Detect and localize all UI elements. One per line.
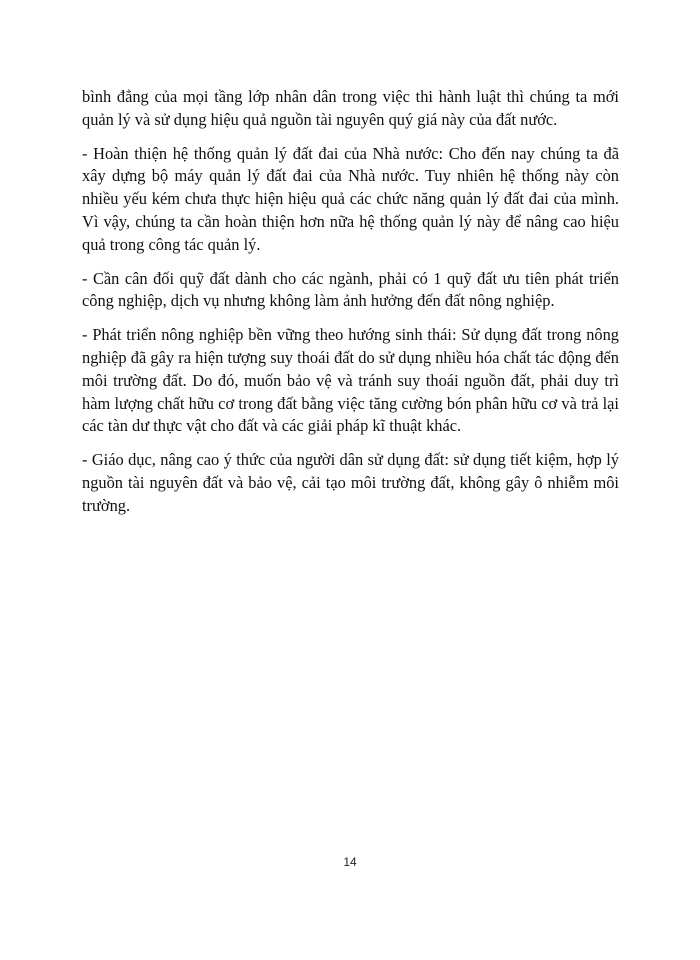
- paragraph-sustainable-agriculture: - Phát triển nông nghiệp bền vững theo hướng sinh thái: Sử dụng đất trong nông nghiệp đã gây ra hiện tượng suy thoái đất do sử dụng nhiều hóa chất tác động đến môi trường đất. Do đó, muốn bảo vệ và tránh suy thoái nguồn đất, phải duy trì hàm lượng chất hữu cơ trong đất bằng việc tăng cường bón phân hữu cơ và trả lại các tàn dư thực vật cho đất và các giải pháp kĩ thuật khác.: [82, 325, 619, 436]
- paragraph-education-awareness: - Giáo dục, nâng cao ý thức của người dân sử dụng đất: sử dụng tiết kiệm, hợp lý nguồn tài nguyên đất và bảo vệ, cải tạo môi trường đất, không gây ô nhiễm môi trường.: [82, 450, 619, 515]
- paragraph-land-management-system: - Hoàn thiện hệ thống quản lý đất đai của Nhà nước: Cho đến nay chúng ta đã xây dựng bộ máy quản lý đất đai của Nhà nước. Tuy nhiên hệ thống này còn nhiều yếu kém chưa thực hiện hiệu quả các chức năng quản lý đất đai của mình. Vì vậy, chúng ta cần hoàn thiện hơn nữa hệ thống quản lý này để nâng cao hiệu quả trong công tác quản lý.: [82, 143, 619, 254]
- document-body: [82, 86, 619, 529]
- page-number: 14: [343, 855, 357, 869]
- paragraph-land-fund-balance: - Cần cân đối quỹ đất dành cho các ngành, phải có 1 quỹ đất ưu tiên phát triển công nghiệp, dịch vụ nhưng không làm ảnh hưởng đến đất nông nghiệp.: [82, 268, 619, 311]
- paragraph-continuation: bình đẳng của mọi tầng lớp nhân dân trong việc thi hành luật thì chúng ta mới quản lý và sử dụng hiệu quả nguồn tài nguyên quý giá này của đất nước.: [82, 87, 619, 129]
